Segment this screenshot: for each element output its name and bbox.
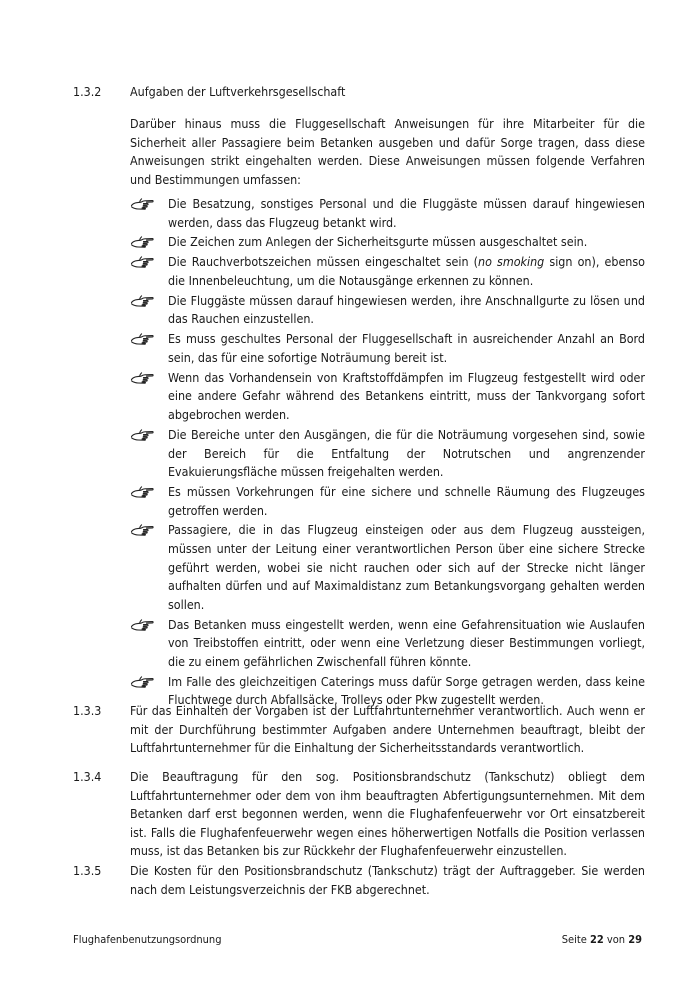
pointing-hand-icon bbox=[130, 331, 154, 345]
section-text: Für das Einhalten der Vorgaben ist der Luftfahrtunternehmer verantwortlich. Auch wenn er mit der Durchführung bestimmter Aufgaben andere Unternehmen beauftragt, bleibt der Luftfahrtunternehmer für die Einhaltung der Sicherheitsstandards verantwortlich. bbox=[130, 703, 645, 756]
section-number: 1.3.4 bbox=[73, 769, 102, 784]
total-pages: 29 bbox=[628, 933, 642, 946]
pointing-hand-icon bbox=[130, 370, 154, 384]
pointing-hand-icon bbox=[130, 196, 154, 210]
section-number: 1.3.5 bbox=[73, 863, 102, 878]
pointing-hand-icon bbox=[130, 522, 154, 536]
pointing-hand-icon bbox=[130, 617, 154, 631]
list-item: Die Zeichen zum Anlegen der Sicherheitsgurte müssen ausgeschaltet sein. bbox=[130, 233, 645, 252]
list-item: Die Rauchverbotszeichen müssen eingeschaltet sein (no smoking sign on), ebenso die Innenbeleuchtung, um die Notausgänge erkennen zu können. bbox=[130, 253, 645, 290]
list-item: Die Bereiche unter den Ausgängen, die für die Noträumung vorgesehen sind, sowie der Bereich für die Entfaltung der Notrutschen und angrenzender Evakuierungsfläche müssen freigehalten werden. bbox=[130, 426, 645, 482]
list-item: Es muss geschultes Personal der Fluggesellschaft in ausreichender Anzahl an Bord sein, das für eine sofortige Noträumung bereit ist. bbox=[130, 330, 645, 367]
list-item: Die Besatzung, sonstiges Personal und die Fluggäste müssen darauf hingewiesen werden, dass das Flugzeug betankt wird. bbox=[130, 195, 645, 232]
pointing-hand-icon bbox=[130, 427, 154, 441]
pointing-hand-icon bbox=[130, 674, 154, 688]
list-item: Im Falle des gleichzeitigen Caterings muss dafür Sorge getragen werden, dass keine Fluchtwege durch Abfallsäcke, Trolleys oder Pkw zugestellt werden. bbox=[130, 673, 645, 710]
bullet-list bbox=[130, 195, 645, 711]
section-heading: Aufgaben der Luftverkehrsgesellschaft bbox=[130, 84, 346, 99]
section-intro: Darüber hinaus muss die Fluggesellschaft Anweisungen für ihre Mitarbeiter für die Sicherheit aller Passagiere beim Betanken ausgeben und dafür Sorge tragen, dass diese Anweisungen strikt eingehalten werden. Diese Anweisungen müssen folgende Verfahren und Bestimmungen umfassen: bbox=[130, 116, 645, 187]
section-number: 1.3.3 bbox=[73, 703, 102, 718]
list-item: Passagiere, die in das Flugzeug einsteigen oder aus dem Flugzeug aussteigen, müssen unter der Leitung einer verantwortlichen Person über eine sichere Strecke geführt werden, wobei sie nicht rauchen oder sich auf der Strecke nicht länger aufhalten dürfen und auf Maximaldistanz zum Betankungsvorgang gehalten werden sollen. bbox=[130, 521, 645, 614]
section-text: Die Beauftragung für den sog. Positionsbrandschutz (Tankschutz) obliegt dem Luftfahrtunternehmer oder dem von ihm beauftragten Abfertigungsunternehmen. Mit dem Betanken darf erst begonnen werden, wenn die Flughafenfeuerwehr vor Ort einsatzbereit ist. Falls die Flughafenfeuerwehr wegen eines höherwertigen Notfalls die Position verlassen muss, ist das Betanken bis zur Rückkehr der Flughafenfeuerwehr einzustellen. bbox=[130, 769, 645, 859]
pointing-hand-icon bbox=[130, 234, 154, 248]
section-text: Die Kosten für den Positionsbrandschutz (Tankschutz) trägt der Auftraggeber. Sie werden nach dem Leistungsverzeichnis der FKB abgerechnet. bbox=[130, 863, 645, 897]
footer-document-title: Flughafenbenutzungsordnung bbox=[73, 933, 222, 946]
no-smoking-term: no smoking bbox=[478, 254, 545, 270]
pointing-hand-icon bbox=[130, 484, 154, 498]
section-number: 1.3.2 bbox=[73, 84, 102, 99]
pointing-hand-icon bbox=[130, 293, 154, 307]
footer-page-number: Seite 22 von 29 bbox=[561, 933, 642, 946]
current-page: 22 bbox=[589, 933, 604, 946]
list-item: Das Betanken muss eingestellt werden, wenn eine Gefahrensituation wie Auslaufen von Treibstoffen eintritt, oder wenn eine Verletzung dieser Bestimmungen vorliegt, die zu einem gefährlichen Zwischenfall führen könnte. bbox=[130, 616, 645, 672]
pointing-hand-icon bbox=[130, 254, 154, 268]
list-item: Wenn das Vorhandensein von Kraftstoffdämpfen im Flugzeug festgestellt wird oder eine andere Gefahr während des Betankens eintritt, muss der Tankvorgang sofort abgebrochen werden. bbox=[130, 369, 645, 425]
list-item: Es müssen Vorkehrungen für eine sichere und schnelle Räumung des Flugzeuges getroffen werden. bbox=[130, 483, 645, 520]
list-item: Die Fluggäste müssen darauf hingewiesen werden, ihre Anschnallgurte zu lösen und das Rauchen einzustellen. bbox=[130, 292, 645, 329]
